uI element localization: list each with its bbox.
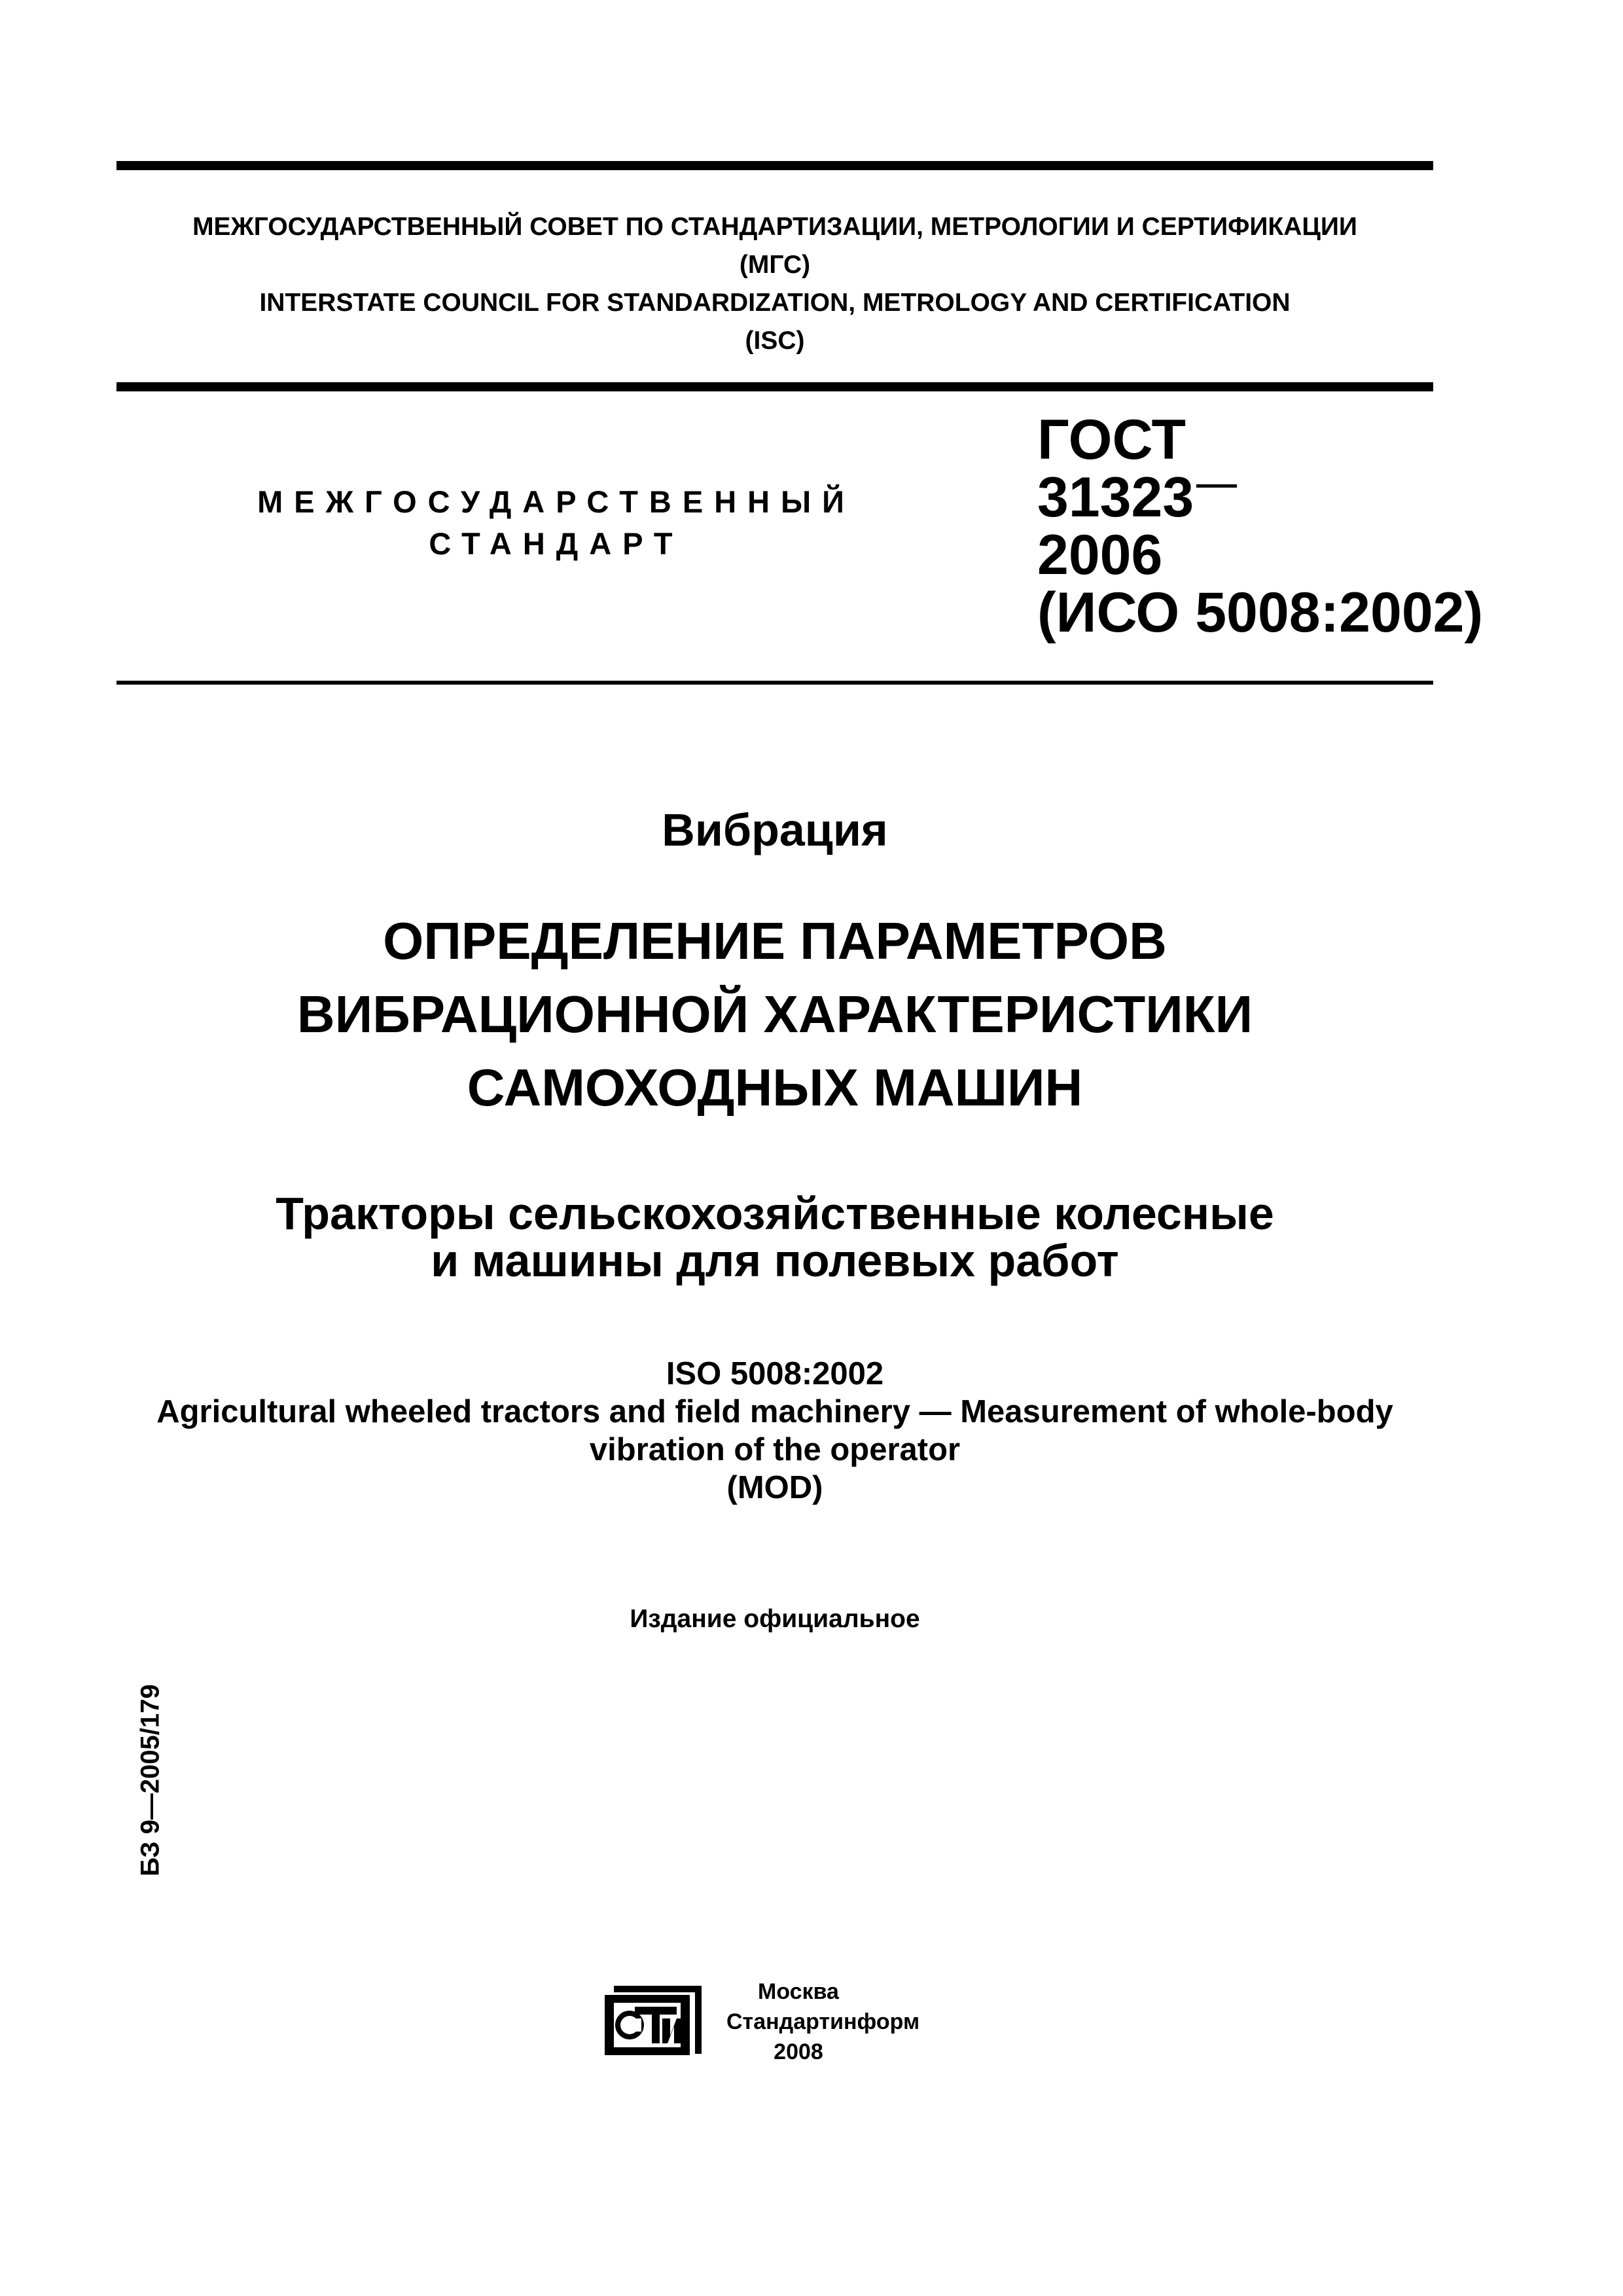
standard-type-line1: МЕЖГОСУДАРСТВЕННЫЙ bbox=[257, 484, 855, 519]
iso-title-line2: vibration of the operator bbox=[589, 1432, 961, 1467]
designation-rule bbox=[116, 681, 1433, 685]
gost-year: 2006 bbox=[1037, 524, 1163, 586]
iso-block bbox=[116, 1355, 1433, 1507]
edition-note: Издание официальное bbox=[630, 1605, 920, 1633]
top-rule bbox=[116, 161, 1433, 170]
council-abbr-ru: (МГС) bbox=[739, 251, 811, 279]
council-abbr-en: (ISC) bbox=[745, 327, 805, 355]
gost-number-line bbox=[1037, 466, 1483, 529]
subtitle bbox=[116, 1190, 1433, 1284]
publisher-city: Москва bbox=[758, 1979, 839, 2004]
title-group: Вибрация bbox=[662, 804, 888, 855]
subtitle-line1: Тракторы сельскохозяйственные колесные bbox=[276, 1188, 1274, 1239]
gost-code: ГОСТ bbox=[1037, 408, 1186, 471]
council-name-en: INTERSTATE COUNCIL FOR STANDARDIZATION, METROLOGY AND CERTIFICATION bbox=[259, 289, 1291, 317]
main-title-line1: ОПРЕДЕЛЕНИЕ ПАРАМЕТРОВ bbox=[383, 912, 1167, 970]
standartinform-logo-icon bbox=[605, 1981, 704, 2058]
gost-number: 31323 bbox=[1037, 466, 1194, 529]
publisher bbox=[726, 1977, 920, 2067]
council-name-ru: МЕЖГОСУДАРСТВЕННЫЙ СОВЕТ ПО СТАНДАРТИЗАЦИИ, МЕТРОЛОГИИ И СЕРТИФИКАЦИИ bbox=[192, 213, 1357, 241]
middle-rule bbox=[116, 382, 1433, 391]
publisher-name: Стандартинформ bbox=[726, 2009, 920, 2034]
side-code: БЗ 9—2005/179 bbox=[135, 1684, 165, 1876]
publisher-year: 2008 bbox=[774, 2039, 823, 2064]
gost-dash bbox=[1196, 484, 1237, 488]
main-title bbox=[116, 905, 1433, 1124]
standard-type-line2: СТАНДАРТ bbox=[429, 526, 684, 561]
iso-title-line1: Agricultural wheeled tractors and field machinery — Measurement of whole-body bbox=[156, 1394, 1393, 1429]
gost-designation bbox=[1037, 408, 1484, 644]
main-title-line2: ВИБРАЦИОННОЙ ХАРАКТЕРИСТИКИ bbox=[296, 985, 1253, 1043]
main-title-line3: САМОХОДНЫХ МАШИН bbox=[467, 1058, 1083, 1117]
subtitle-line2: и машины для полевых работ bbox=[431, 1235, 1119, 1286]
gost-iso-ref: (ИСО 5008:2002) bbox=[1037, 581, 1484, 644]
council-header bbox=[116, 208, 1433, 360]
iso-code: ISO 5008:2002 bbox=[666, 1356, 884, 1391]
standard-type bbox=[229, 481, 883, 565]
iso-mod: (MOD) bbox=[726, 1470, 823, 1505]
